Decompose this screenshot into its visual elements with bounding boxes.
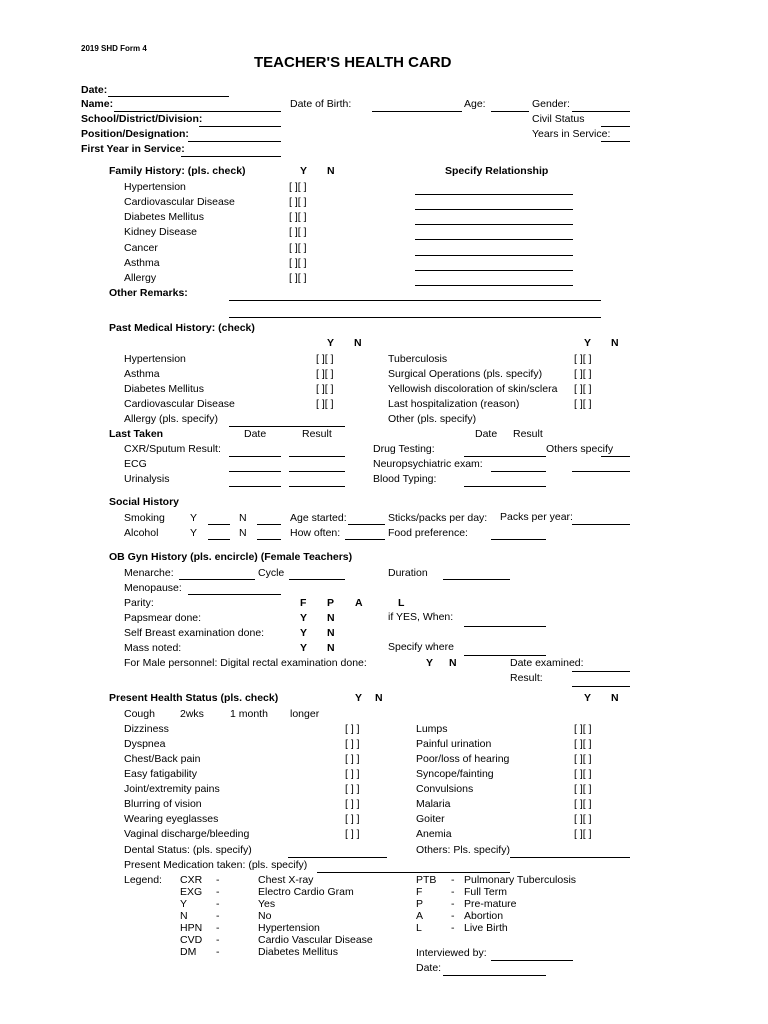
interview-date-field[interactable] — [443, 975, 546, 976]
legend-dash: - — [216, 886, 220, 898]
past-checkbox[interactable]: [ ][ ] — [316, 398, 334, 410]
past-checkbox[interactable]: [ ][ ] — [316, 353, 334, 365]
ecg-result-field[interactable] — [289, 471, 345, 472]
parity-label: Parity: — [124, 597, 154, 609]
present-checkbox[interactable]: [ ][ ] — [574, 723, 592, 735]
family-n-header: N — [327, 165, 335, 177]
alcohol-label: Alcohol — [124, 527, 159, 539]
present-item-hearing: Poor/loss of hearing — [416, 753, 510, 765]
legend-dash: - — [216, 934, 220, 946]
present-item-chest-pain: Chest/Back pain — [124, 753, 201, 765]
relationship-field[interactable] — [415, 255, 573, 256]
food-preference-label: Food preference: — [388, 527, 468, 539]
ob-gyn-title: OB Gyn History (pls. encircle) (Female Teachers) — [109, 551, 353, 563]
civil-status-label: Civil Status — [532, 113, 585, 125]
parity-p[interactable]: P — [327, 597, 335, 609]
date-label: Date: — [81, 84, 108, 96]
first-year-label: First Year in Service: — [81, 143, 185, 155]
legend-dash: - — [451, 886, 455, 898]
past-checkbox[interactable]: [ ][ ] — [316, 368, 334, 380]
smoking-label: Smoking — [124, 512, 165, 524]
male-exam-n[interactable]: N — [449, 657, 457, 669]
gender-field[interactable] — [572, 111, 630, 112]
age-field[interactable] — [491, 111, 529, 112]
relationship-field[interactable] — [415, 224, 573, 225]
parity-f[interactable]: F — [300, 597, 307, 609]
urinalysis-date-field[interactable] — [229, 486, 281, 487]
others-pls-specify-label: Others: Pls. specify) — [416, 844, 510, 856]
male-result-field[interactable] — [572, 686, 630, 687]
specify-where-field[interactable] — [464, 655, 546, 656]
legend-code: CVD — [180, 934, 203, 946]
legend-desc: Electro Cardio Gram — [258, 886, 354, 898]
present-item-lumps: Lumps — [416, 723, 448, 735]
others-specify-field-2[interactable] — [572, 471, 630, 472]
legend-desc: Cardio Vascular Disease — [258, 934, 373, 946]
interviewed-by-label: Interviewed by: — [416, 947, 487, 959]
present-item-fatigability: Easy fatigability — [124, 768, 197, 780]
past-item-tuberculosis: Tuberculosis — [388, 353, 448, 365]
dental-status-label: Dental Status: (pls. specify) — [124, 844, 252, 856]
past-checkbox[interactable]: [ ][ ] — [574, 398, 592, 410]
others-pls-specify-field[interactable] — [510, 857, 630, 858]
present-health-title: Present Health Status (pls. check) — [109, 692, 279, 704]
last-taken-result-header-right: Result — [513, 428, 543, 440]
menopause-label: Menopause: — [124, 582, 182, 594]
legend-dash: - — [451, 874, 455, 886]
neuro-label: Neuropsychiatric exam: — [373, 458, 483, 470]
past-item-diabetes: Diabetes Mellitus — [124, 383, 204, 395]
family-checkbox[interactable]: [ ][ ] — [289, 257, 307, 269]
smoking-y-field[interactable] — [208, 524, 230, 525]
legend-code: DM — [180, 946, 197, 958]
date-examined-field[interactable] — [572, 671, 630, 672]
legend-code: L — [416, 922, 422, 934]
packs-year-field[interactable] — [572, 524, 630, 525]
mass-noted-y[interactable]: Y — [300, 642, 308, 654]
present-checkbox[interactable]: [ ] ] — [345, 768, 360, 780]
age-started-field[interactable] — [348, 524, 385, 525]
family-y-header: Y — [300, 165, 308, 177]
food-preference-field[interactable] — [491, 539, 546, 540]
cxr-label: CXR/Sputum Result: — [124, 443, 221, 455]
papsmear-y[interactable]: Y — [300, 612, 308, 624]
cxr-result-field[interactable] — [289, 456, 345, 457]
legend-desc: Full Term — [464, 886, 507, 898]
legend-desc: Live Birth — [464, 922, 508, 934]
breast-exam-y[interactable]: Y — [300, 627, 308, 639]
urinalysis-label: Urinalysis — [124, 473, 170, 485]
present-item-dyspnea: Dyspnea — [124, 738, 166, 750]
present-checkbox[interactable]: [ ] ] — [345, 798, 360, 810]
present-checkbox[interactable]: [ ][ ] — [574, 798, 592, 810]
past-y-header-right: Y — [584, 337, 592, 349]
past-checkbox[interactable]: [ ][ ] — [574, 383, 592, 395]
past-n-header-right: N — [611, 337, 619, 349]
mass-noted-n[interactable]: N — [327, 642, 335, 654]
family-item-cancer: Cancer — [124, 242, 158, 254]
legend-desc: Diabetes Mellitus — [258, 946, 338, 958]
ecg-date-field[interactable] — [229, 471, 281, 472]
family-checkbox[interactable]: [ ][ ] — [289, 272, 307, 284]
past-item-hypertension: Hypertension — [124, 353, 186, 365]
relationship-field[interactable] — [415, 270, 573, 271]
social-history-title: Social History — [109, 496, 180, 508]
present-item-malaria: Malaria — [416, 798, 451, 810]
past-item-hospitalization: Last hospitalization (reason) — [388, 398, 520, 410]
past-item-yellowish: Yellowish discoloration of skin/sclera — [388, 383, 558, 395]
present-checkbox[interactable]: [ ][ ] — [574, 768, 592, 780]
legend-title: Legend: — [124, 874, 162, 886]
past-checkbox[interactable]: [ ][ ] — [574, 353, 592, 365]
present-n-header-right: N — [611, 692, 619, 704]
allergy-specify-field[interactable] — [229, 426, 345, 427]
relationship-field[interactable] — [415, 209, 573, 210]
how-often-field[interactable] — [345, 539, 385, 540]
neuro-field[interactable] — [491, 471, 546, 472]
mass-noted-label: Mass noted: — [124, 642, 182, 654]
present-n-header: N — [375, 692, 383, 704]
present-item-anemia: Anemia — [416, 828, 452, 840]
last-taken-result-header: Result — [302, 428, 332, 440]
menarche-field[interactable] — [179, 579, 255, 580]
sticks-label: Sticks/packs per day: — [388, 512, 488, 524]
cycle-label: Cycle — [258, 567, 285, 579]
present-checkbox[interactable]: [ ] ] — [345, 828, 360, 840]
male-exam-y[interactable]: Y — [426, 657, 434, 669]
position-field[interactable] — [188, 141, 281, 142]
legend-code: P — [416, 898, 424, 910]
others-specify-field[interactable] — [601, 456, 630, 457]
family-checkbox[interactable]: [ ][ ] — [289, 242, 307, 254]
legend-desc: Pre-mature — [464, 898, 517, 910]
present-checkbox[interactable]: [ ] ] — [345, 753, 360, 765]
family-checkbox[interactable]: [ ][ ] — [289, 211, 307, 223]
cough-1month[interactable]: 1 month — [230, 708, 268, 720]
legend-dash: - — [451, 922, 455, 934]
other-remarks-field[interactable] — [229, 300, 601, 301]
legend-code: A — [416, 910, 424, 922]
family-item-cardiovascular: Cardiovascular Disease — [124, 196, 235, 208]
ecg-label: ECG — [124, 458, 147, 470]
past-checkbox[interactable]: [ ][ ] — [316, 383, 334, 395]
specify-where-label: Specify where — [388, 641, 454, 653]
past-n-header: N — [354, 337, 362, 349]
dob-label: Date of Birth: — [290, 98, 352, 110]
present-y-header: Y — [355, 692, 363, 704]
legend-desc: No — [258, 910, 272, 922]
medication-label: Present Medication taken: (pls. specify) — [124, 859, 308, 871]
age-started-label: Age started: — [290, 512, 347, 524]
breast-exam-n[interactable]: N — [327, 627, 335, 639]
other-remarks-field[interactable] — [229, 317, 601, 318]
family-checkbox[interactable]: [ ][ ] — [289, 181, 307, 193]
how-often-label: How often: — [290, 527, 341, 539]
alcohol-n-field[interactable] — [257, 539, 281, 540]
alcohol-y-field[interactable] — [208, 539, 230, 540]
first-year-field[interactable] — [181, 156, 281, 157]
dob-field[interactable] — [372, 111, 462, 112]
legend-desc: Chest X-ray — [258, 874, 314, 886]
family-checkbox[interactable]: [ ][ ] — [289, 196, 307, 208]
present-item-blurring: Blurring of vision — [124, 798, 202, 810]
legend-dash: - — [216, 898, 220, 910]
present-item-syncope: Syncope/fainting — [416, 768, 494, 780]
family-item-hypertension: Hypertension — [124, 181, 186, 193]
relationship-field[interactable] — [415, 285, 573, 286]
past-medical-title: Past Medical History: (check) — [109, 322, 255, 334]
smoking-n-field[interactable] — [257, 524, 281, 525]
family-history-title: Family History: (pls. check) — [109, 165, 246, 177]
present-y-header-right: Y — [584, 692, 592, 704]
name-label: Name: — [81, 98, 114, 110]
present-checkbox[interactable]: [ ] ] — [345, 738, 360, 750]
form-code: 2019 SHD Form 4 — [81, 44, 147, 53]
interviewed-by-field[interactable] — [491, 960, 573, 961]
present-item-goiter: Goiter — [416, 813, 445, 825]
date-examined-label: Date examined: — [510, 657, 584, 669]
duration-field[interactable] — [443, 579, 510, 580]
school-field[interactable] — [199, 126, 281, 127]
male-exam-label: For Male personnel: Digital rectal examination done: — [124, 657, 367, 669]
parity-l[interactable]: L — [398, 597, 405, 609]
smoking-n[interactable]: N — [239, 512, 247, 524]
past-item-surgical: Surgical Operations (pls. specify) — [388, 368, 543, 380]
cxr-date-field[interactable] — [229, 456, 281, 457]
urinalysis-result-field[interactable] — [289, 486, 345, 487]
male-result-label: Result: — [510, 672, 543, 684]
family-item-asthma: Asthma — [124, 257, 160, 269]
cough-label: Cough — [124, 708, 155, 720]
cycle-field[interactable] — [289, 579, 345, 580]
legend-code: N — [180, 910, 188, 922]
drug-testing-label: Drug Testing: — [373, 443, 435, 455]
legend-dash: - — [216, 910, 220, 922]
present-checkbox[interactable]: [ ][ ] — [574, 783, 592, 795]
papsmear-n[interactable]: N — [327, 612, 335, 624]
specify-relationship-header: Specify Relationship — [445, 165, 549, 177]
blood-typing-label: Blood Typing: — [373, 473, 437, 485]
if-yes-field[interactable] — [464, 626, 546, 627]
interview-date-label: Date: — [416, 962, 442, 974]
present-item-painful-urination: Painful urination — [416, 738, 492, 750]
legend-desc: Hypertension — [258, 922, 320, 934]
others-specify-label: Others specify — [546, 443, 614, 455]
packs-year-label: Packs per year: — [500, 511, 573, 523]
present-item-convulsions: Convulsions — [416, 783, 474, 795]
past-y-header: Y — [327, 337, 335, 349]
last-taken-date-header: Date — [244, 428, 267, 440]
present-checkbox[interactable]: [ ] ] — [345, 813, 360, 825]
family-checkbox[interactable]: [ ][ ] — [289, 226, 307, 238]
present-checkbox[interactable]: [ ][ ] — [574, 753, 592, 765]
name-field[interactable] — [114, 111, 281, 112]
date-field[interactable] — [108, 96, 229, 97]
duration-label: Duration — [388, 567, 428, 579]
present-item-dizziness: Dizziness — [124, 723, 169, 735]
allergy-specify-label: Allergy (pls. specify) — [124, 413, 218, 425]
present-item-vaginal: Vaginal discharge/bleeding — [124, 828, 250, 840]
present-item-eyeglasses: Wearing eyeglasses — [124, 813, 219, 825]
present-checkbox[interactable]: [ ][ ] — [574, 828, 592, 840]
alcohol-n[interactable]: N — [239, 527, 247, 539]
legend-code: Y — [180, 898, 188, 910]
past-checkbox[interactable]: [ ][ ] — [574, 368, 592, 380]
legend-code: EXG — [180, 886, 203, 898]
years-service-label: Years in Service: — [532, 128, 611, 140]
legend-desc: Pulmonary Tuberculosis — [464, 874, 577, 886]
legend-dash: - — [216, 922, 220, 934]
other-specify-label: Other (pls. specify) — [388, 413, 477, 425]
legend-dash: - — [451, 910, 455, 922]
breast-exam-label: Self Breast examination done: — [124, 627, 265, 639]
present-checkbox[interactable]: [ ] ] — [345, 723, 360, 735]
legend-code: CXR — [180, 874, 203, 886]
civil-status-field[interactable] — [601, 126, 630, 127]
cough-2wks[interactable]: 2wks — [180, 708, 204, 720]
menopause-field[interactable] — [188, 594, 281, 595]
gender-label: Gender: — [532, 98, 570, 110]
school-label: School/District/Division: — [81, 113, 203, 125]
blood-typing-field[interactable] — [464, 486, 546, 487]
dental-status-field[interactable] — [288, 857, 387, 858]
last-taken-date-header-right: Date — [475, 428, 498, 440]
past-item-cardiovascular: Cardiovascular Disease — [124, 398, 235, 410]
drug-testing-field[interactable] — [464, 456, 546, 457]
age-label: Age: — [464, 98, 486, 110]
family-item-kidney: Kidney Disease — [124, 226, 197, 238]
cough-longer[interactable]: longer — [290, 708, 320, 720]
present-checkbox[interactable]: [ ] ] — [345, 783, 360, 795]
menarche-label: Menarche: — [124, 567, 174, 579]
family-item-diabetes: Diabetes Mellitus — [124, 211, 204, 223]
present-checkbox[interactable]: [ ][ ] — [574, 738, 592, 750]
legend-desc: Yes — [258, 898, 276, 910]
family-item-allergy: Allergy — [124, 272, 157, 284]
legend-code: PTB — [416, 874, 437, 886]
page-title: TEACHER'S HEALTH CARD — [254, 54, 452, 71]
position-label: Position/Designation: — [81, 128, 189, 140]
smoking-y[interactable]: Y — [190, 512, 198, 524]
legend-dash: - — [216, 946, 220, 958]
alcohol-y[interactable]: Y — [190, 527, 198, 539]
last-taken-title: Last Taken — [109, 428, 164, 440]
legend-dash: - — [216, 874, 220, 886]
other-remarks-label: Other Remarks: — [109, 287, 188, 299]
past-item-asthma: Asthma — [124, 368, 160, 380]
medication-field[interactable] — [317, 872, 510, 873]
years-service-field[interactable] — [601, 141, 630, 142]
present-checkbox[interactable]: [ ][ ] — [574, 813, 592, 825]
legend-code: HPN — [180, 922, 203, 934]
legend-dash: - — [451, 898, 455, 910]
parity-a[interactable]: A — [355, 597, 363, 609]
legend-desc: Abortion — [464, 910, 504, 922]
present-item-joint-pain: Joint/extremity pains — [124, 783, 220, 795]
relationship-field[interactable] — [415, 239, 573, 240]
relationship-field[interactable] — [415, 194, 573, 195]
legend-code: F — [416, 886, 423, 898]
if-yes-label: if YES, When: — [388, 611, 454, 623]
papsmear-label: Papsmear done: — [124, 612, 202, 624]
